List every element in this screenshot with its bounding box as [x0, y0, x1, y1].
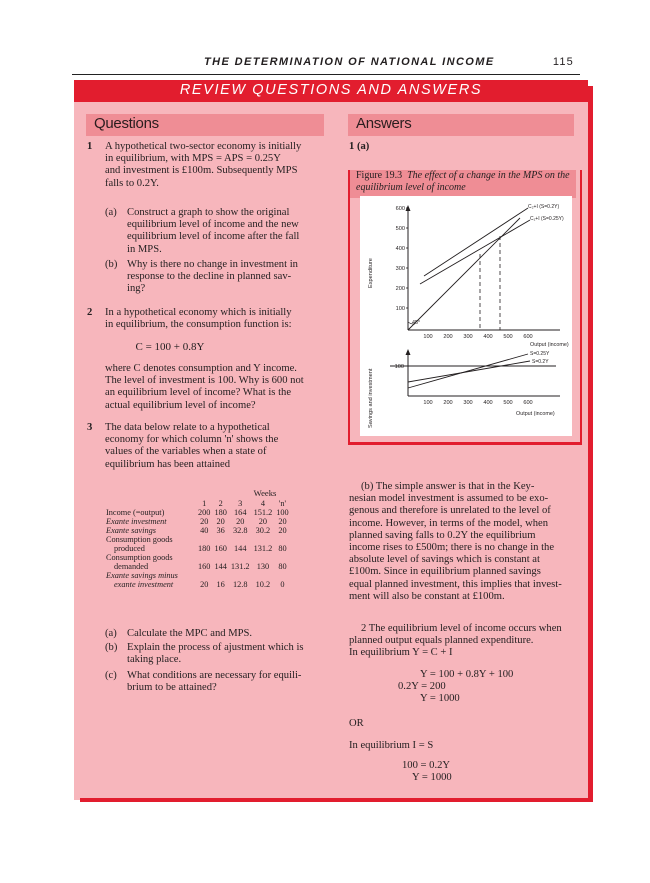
figure-svg — [360, 196, 572, 436]
running-head — [72, 54, 580, 75]
table-row — [104, 562, 291, 571]
col-header: 3 — [238, 499, 243, 508]
banner-title: REVIEW QUESTIONS AND ANSWERS — [179, 82, 483, 98]
x-tick: 100 — [423, 334, 433, 340]
answers-heading-bar — [348, 114, 574, 136]
answer-1a-label: 1 (a) — [349, 141, 370, 152]
y-tick: 600 — [395, 206, 405, 212]
q3-number: 3 — [87, 422, 93, 433]
q3-table — [104, 488, 326, 589]
table-row — [104, 526, 291, 535]
cell: 80 — [278, 562, 287, 571]
q3-text: The data below relate to a hypothetical economy for which column 'n' shows the values of the variables when a state of equilibrium has been attained — [105, 422, 279, 470]
x-tick: 600 — [523, 334, 533, 340]
cell: 36 — [216, 526, 225, 535]
angle-label: 45° — [412, 320, 421, 326]
cell: 130 — [256, 562, 270, 571]
row-label: Exante savings — [106, 526, 157, 535]
row-label: demanded — [114, 562, 149, 571]
q1-text: A hypothetical two-sector economy is initially in equilibrium, with MPS = APS = 0.25Y and investment is £100m. Subsequently MPS falls to 0.2Y. — [105, 141, 302, 189]
row-label: produced — [114, 544, 145, 553]
table-row — [104, 535, 291, 544]
answer-2-equations-alt: 100 = 0.2Y Y = 1000 — [402, 760, 452, 784]
line-label-c1: C₁+I (S=0.25Y) — [530, 216, 564, 222]
x-tick: 400 — [483, 400, 493, 406]
cell: 20 — [200, 517, 209, 526]
table-row — [104, 553, 291, 562]
figure-plot-area — [360, 196, 572, 436]
questions-heading-bar — [86, 114, 324, 136]
q3c-text: What conditions are necessary for equili- brium to be attained? — [127, 670, 302, 694]
x-tick: 600 — [523, 400, 533, 406]
q1a-label: (a) — [105, 207, 117, 218]
y-tick: 500 — [395, 226, 405, 232]
q3a-label: (a) — [105, 628, 117, 639]
q1b-label: (b) — [105, 259, 118, 270]
top-y-label: Expenditure — [368, 258, 374, 288]
y-tick: 400 — [395, 246, 405, 252]
q1-number: 1 — [87, 141, 93, 152]
page-number: 115 — [552, 56, 574, 68]
q3b-text: Explain the process of ajustment which is taking place. — [127, 642, 304, 666]
figure-caption — [356, 170, 574, 194]
answer-1b-text: (b) The simple answer is that in the Key- nesian model investment is assumed to be exo- genous and therefore is unrelated to the level of income. However, in terms of the model, when planned saving falls to 0.2Y the equilibrium income rises to £500m; there is no change in the absolute level of savings which is constant at £100m. Since in equilibrium planned savings equal planned investment, this implies that invest- ment will also be constant at £100m. — [349, 481, 562, 602]
cell: 144 — [214, 562, 227, 571]
q1b-text: Why is there no change in investment in response to the decline in planned sav- ing? — [127, 259, 298, 295]
q3a-text: Calculate the MPC and MPS. — [127, 628, 253, 639]
q2-text: In a hypothetical economy which is initially in equilibrium, the consumption function is: — [105, 307, 292, 331]
x-tick: 300 — [463, 334, 473, 340]
answer-2-alt: In equilibrium I = S — [349, 740, 434, 751]
bottom-y-tick: 100 — [394, 364, 404, 370]
line-c1-plus-i — [420, 220, 530, 284]
cell: 164 — [234, 508, 247, 517]
cell: 80 — [278, 544, 287, 553]
table-header-row — [104, 499, 291, 508]
cell: 180 — [214, 508, 227, 517]
cell: 20 — [258, 517, 268, 526]
cell: 131.2 — [230, 562, 250, 571]
bottom-x-label: Output (income) — [516, 411, 555, 417]
cell: 100 — [276, 508, 289, 517]
col-header: 4 — [260, 499, 265, 508]
cell: 20 — [278, 517, 287, 526]
x-tick: 300 — [463, 400, 473, 406]
panel-shadow-right — [588, 86, 593, 802]
weeks-label: Weeks — [253, 488, 277, 498]
row-label: exante investment — [114, 580, 174, 589]
panel-shadow-bottom — [80, 798, 593, 802]
or-label: OR — [349, 718, 364, 729]
cell: 160 — [198, 562, 211, 571]
figure-title: The effect of a change in the MPS on the equilibrium level of income — [356, 170, 570, 193]
cell: 30.2 — [255, 526, 271, 535]
table-row — [104, 580, 291, 589]
cell: 20 — [200, 580, 209, 589]
cell: 32.8 — [232, 526, 248, 535]
cell: 160 — [214, 544, 227, 553]
y-tick: 100 — [395, 306, 405, 312]
cell: 20 — [278, 526, 287, 535]
col-header: 'n' — [278, 499, 287, 508]
answers-heading: Answers — [356, 115, 412, 132]
cell: 16 — [216, 580, 225, 589]
row-label: Income (=output) — [106, 508, 165, 517]
cell: 10.2 — [255, 580, 271, 589]
q3c-label: (c) — [105, 670, 117, 681]
questions-heading: Questions — [94, 115, 159, 132]
line-label-s02: S=0.2Y — [532, 359, 549, 365]
line-s-02 — [408, 361, 530, 382]
bottom-y-arrow-icon — [406, 349, 411, 355]
cell: 12.8 — [232, 580, 248, 589]
col-header: 1 — [202, 499, 207, 508]
cell: 200 — [198, 508, 211, 517]
x-tick: 500 — [503, 400, 513, 406]
table-row — [104, 571, 291, 580]
q3b-label: (b) — [105, 642, 118, 653]
top-chart — [368, 204, 569, 348]
figure-number: Figure 19.3 — [356, 170, 403, 181]
bottom-chart — [368, 349, 560, 428]
q2-equation: C = 100 + 0.8Y — [135, 341, 205, 353]
cell: 40 — [200, 526, 209, 535]
col-header: 2 — [218, 499, 223, 508]
cell: 180 — [198, 544, 211, 553]
q2-after-text: where C denotes consumption and Y income. The level of investment is 100. Why is 600 not an equilibrium level of income? What is the actual equilibrium level of income? — [105, 363, 304, 411]
q2-number: 2 — [87, 307, 93, 318]
answer-2-text: 2 The equilibrium level of income occurs when planned output equals planned expenditure. In equilibrium Y = C + I — [349, 623, 562, 659]
row-label: Exante investment — [106, 517, 167, 526]
top-x-label: Output (income) — [530, 342, 569, 348]
x-tick: 400 — [483, 334, 493, 340]
answer-2-equations: Y = 100 + 0.8Y + 100 0.2Y = 200 Y = 1000 — [398, 669, 514, 705]
line-s-025 — [408, 354, 528, 388]
cell: 131.2 — [253, 544, 273, 553]
row-label: Exante savings minus — [106, 571, 178, 580]
row-label: Consumption goods — [106, 553, 173, 562]
x-tick: 200 — [443, 400, 453, 406]
cell: 144 — [234, 544, 247, 553]
bottom-y-label: Savings and investment — [368, 368, 374, 428]
cell: 20 — [216, 517, 225, 526]
line-45-degree — [408, 218, 520, 330]
x-tick: 500 — [503, 334, 513, 340]
table-row — [104, 508, 291, 517]
cell: 151.2 — [253, 508, 273, 517]
x-tick: 200 — [443, 334, 453, 340]
figure-caption-strip — [350, 170, 576, 198]
section-banner — [74, 80, 588, 102]
running-title: THE DETERMINATION OF NATIONAL INCOME — [204, 56, 495, 68]
x-tick: 100 — [423, 400, 433, 406]
line-label-c2: C₂+I (S=0.2Y) — [528, 204, 560, 210]
y-tick: 300 — [395, 266, 405, 272]
table-row — [104, 544, 291, 553]
row-label: Consumption goods — [106, 535, 173, 544]
table-row — [104, 517, 291, 526]
y-tick: 200 — [395, 286, 405, 292]
cell: 0 — [280, 580, 285, 589]
cell: 20 — [236, 517, 245, 526]
q1a-text: Construct a graph to show the original equilibrium level of income and the new equilibrium level of income after the fall in MPS. — [127, 207, 300, 255]
weeks-table — [104, 499, 291, 589]
line-label-s025: S=0.25Y — [530, 351, 550, 357]
line-c2-plus-i — [424, 208, 528, 276]
